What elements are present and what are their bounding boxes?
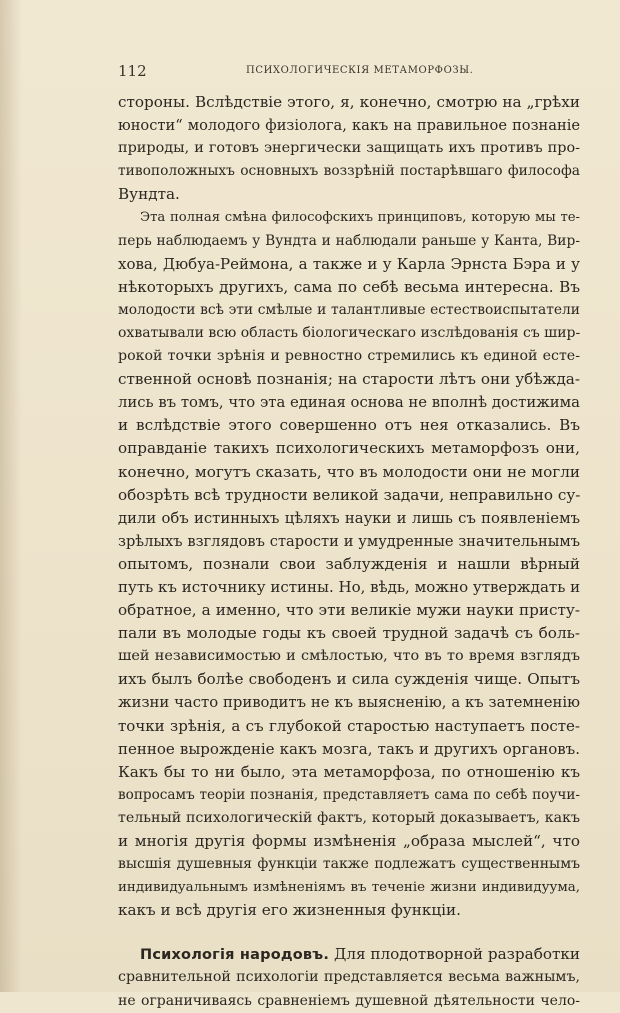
text-line: и многія другія формы измѣненія „образа мыслей“, что	[118, 832, 580, 850]
text-line: какъ и всѣ другія его жизненныя функціи.	[118, 901, 461, 920]
text-line: оправданіе такихъ психологическихъ метаморфозъ они,	[118, 439, 580, 458]
text-line: жизни часто приводитъ не къ выясненію, а къ затемненію	[118, 694, 580, 712]
text-line: не ограничиваясь сравненіемъ душевной дѣятельности чело-	[118, 992, 580, 1009]
text-line: точки зрѣнія, а съ глубокой старостью наступаетъ посте-	[118, 716, 580, 735]
running-head	[118, 62, 580, 82]
text-line: зрѣлыхъ взглядовъ старости и умудренные значительнымъ	[118, 532, 580, 550]
text-line: юности“ молодого физіолога, какъ на правильное познаніе	[118, 117, 580, 135]
page-number: 112	[118, 62, 147, 80]
text-line: тельный психологическій фактъ, который доказываетъ, какъ	[118, 809, 580, 826]
text-line: хова, Дюбуа-Реймона, а также и у Карла Эрнста Бэра и у	[118, 254, 580, 273]
text-line: перь наблюдаемъ у Вундта и наблюдали раньше у Канта, Вир-	[118, 232, 580, 249]
text-line: обозрѣть всѣ трудности великой задачи, неправильно су-	[118, 485, 580, 504]
text-line: путь къ источнику истины. Но, вѣдь, можно утверждать и	[118, 577, 580, 596]
page-gutter-shadow	[0, 0, 22, 992]
text-line: Какъ бы то ни было, эта метаморфоза, по отношенію къ	[118, 762, 580, 781]
text-line: высшія душевныя функціи также подлежатъ существеннымъ	[118, 856, 580, 873]
text-line: природы, и готовъ энергически защищать ихъ противъ про-	[118, 140, 580, 157]
text-line: нѣкоторыхъ другихъ, сама по себѣ весьма интересна. Въ	[118, 277, 580, 296]
text-line: Вундта.	[118, 185, 180, 204]
text-line: охватывали всю область біологическаго изслѣдованія съ шир-	[118, 324, 580, 341]
text-line: рокой точки зрѣнія и ревностно стремились къ единой есте-	[118, 348, 580, 365]
running-title: ПСИХОЛОГИЧЕСКІЯ МЕТАМОРФОЗЫ.	[246, 65, 474, 76]
text-line: обратное, а именно, что эти великіе мужи науки присту-	[118, 601, 580, 620]
text-line: опытомъ, познали свои заблужденія и нашли вѣрный	[118, 554, 580, 573]
text-line: тивоположныхъ основныхъ воззрѣній постарѣвшаго философа	[118, 163, 580, 180]
text-line: молодости всѣ эти смѣлые и талантливые естествоиспытатели	[118, 301, 580, 318]
text-line: стороны. Вслѣдствіе этого, я, конечно, смотрю на „грѣхи	[118, 93, 580, 111]
section-gap	[118, 922, 580, 943]
text-line: сравнительной психологіи представляется весьма важнымъ,	[118, 969, 580, 986]
text-line: пали въ молодые годы къ своей трудной задачѣ съ боль-	[118, 624, 580, 643]
text-line: конечно, могутъ сказать, что въ молодости они не могли	[118, 462, 580, 481]
text-line: Эта полная смѣна философскихъ принциповъ, которую мы те-	[140, 210, 580, 226]
body-text	[118, 91, 580, 1013]
text-line: ихъ былъ болѣе свободенъ и сила сужденія чище. Опытъ	[118, 670, 580, 689]
text-line: шей независимостью и смѣлостью, что въ то время взглядъ	[118, 648, 580, 665]
section-first-line	[118, 943, 580, 966]
text-line: пенное вырожденіе какъ мозга, такъ и другихъ органовъ.	[118, 739, 580, 758]
text-line: индивидуальнымъ измѣненіямъ въ теченіе жизни индивидуума,	[118, 880, 580, 896]
text-line: лись въ томъ, что эта единая основа не вполнѣ достижима	[118, 394, 580, 412]
text-line: вопросамъ теоріи познанія, представляетъ сама по себѣ поучи-	[118, 786, 580, 803]
text-line: и вслѣдствіе этого совершенно отъ нея отказались. Въ	[118, 416, 580, 435]
section-heading-continuation: Для плодотворной разработки	[333, 945, 580, 964]
section-heading: Психологія народовъ.	[140, 947, 330, 964]
text-line: дили объ истинныхъ цѣляхъ науки и лишь съ появленіемъ	[118, 509, 580, 527]
text-line: ственной основѣ познанія; на старости лѣтъ они убѣжда-	[118, 370, 580, 389]
